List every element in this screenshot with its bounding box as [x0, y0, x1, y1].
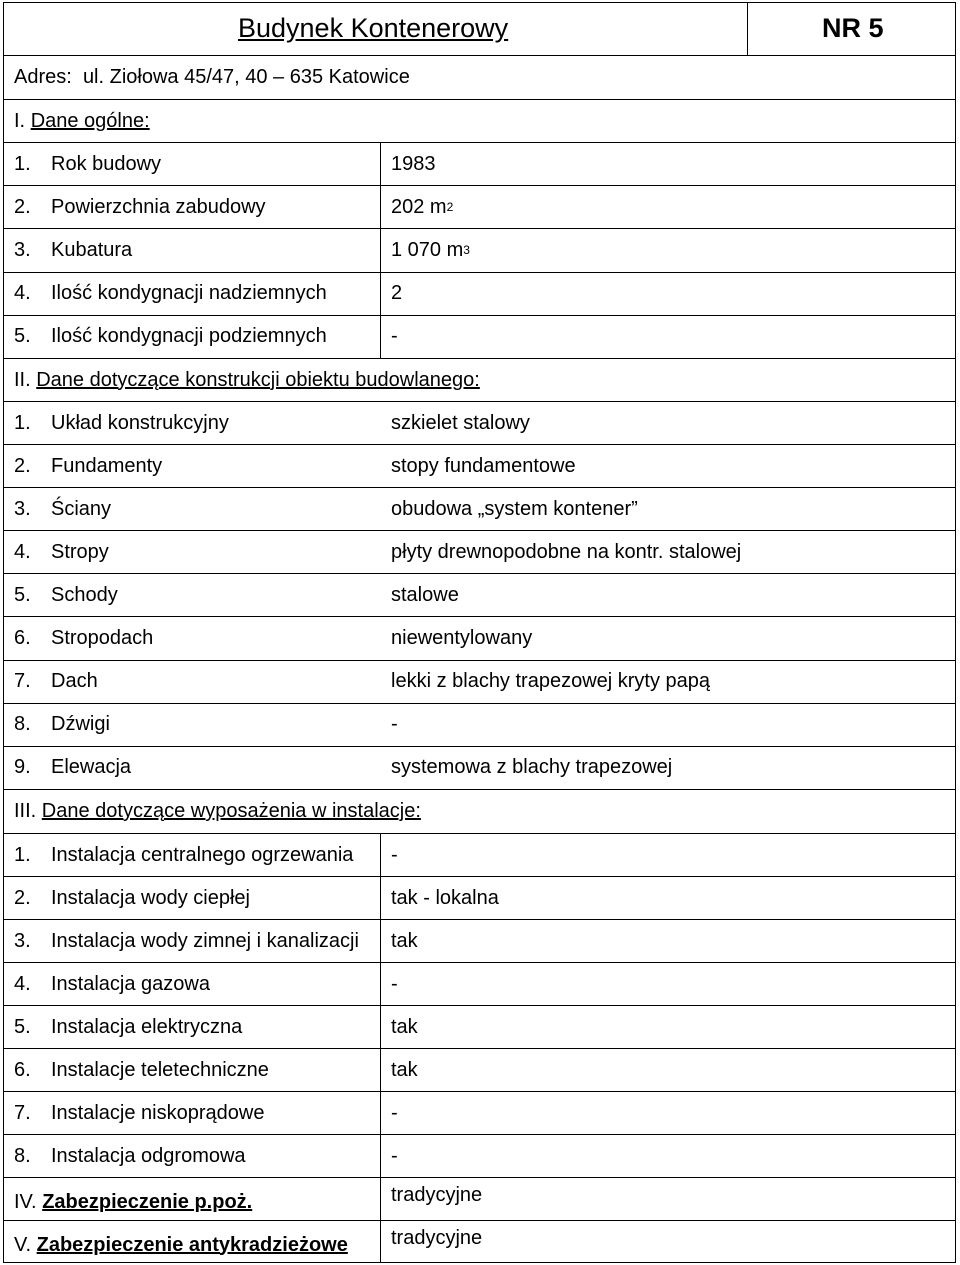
section-4-title: Zabezpieczenie p.poż. [42, 1191, 253, 1213]
table-row [4, 445, 955, 488]
table-row [4, 1049, 955, 1092]
table-row [4, 273, 955, 316]
section-4-roman: IV. [14, 1191, 37, 1213]
item-number: 6. [14, 627, 31, 650]
column-divider [380, 834, 381, 876]
item-value-text: stalowe [391, 583, 459, 606]
column-divider [380, 1092, 381, 1134]
column-divider [380, 229, 381, 271]
header-row [4, 3, 955, 56]
item-label: Instalacja odgromowa [51, 1144, 246, 1167]
section-3-header [4, 790, 955, 834]
section-1-roman: I. [14, 109, 26, 132]
table-row [4, 229, 955, 272]
item-number: 3. [14, 497, 31, 520]
item-value-text: - [391, 972, 398, 995]
item-label: Fundamenty [51, 454, 163, 477]
section-4-value: tradycyjne [391, 1184, 483, 1206]
item-number: 1. [14, 843, 31, 866]
column-divider [380, 316, 381, 358]
table-row [4, 402, 955, 445]
section-1-header [4, 100, 955, 143]
table-row [4, 834, 955, 877]
section-4-divider [380, 1178, 381, 1220]
column-divider [380, 1049, 381, 1091]
item-value-text: 2 [391, 282, 403, 305]
table-row [4, 963, 955, 1006]
item-value [391, 704, 398, 746]
item-number: 8. [14, 713, 31, 736]
item-value-text: systemowa z blachy trapezowej [391, 756, 673, 779]
item-label: Ściany [51, 497, 112, 520]
table-row [4, 618, 955, 661]
item-value-text: tak [391, 1058, 418, 1081]
table-row [4, 1092, 955, 1135]
item-value [391, 531, 741, 573]
section-1-title: Dane ogólne: [30, 109, 150, 132]
item-number: 4. [14, 540, 31, 563]
item-number: 8. [14, 1144, 31, 1167]
item-label: Ilość kondygnacji nadziemnych [51, 282, 327, 305]
section-2-heading [14, 359, 480, 401]
item-value-text: tak [391, 929, 418, 952]
section-3-title: Dane dotyczące wyposażenia w instalacje: [41, 800, 421, 822]
item-label: Kubatura [51, 238, 133, 261]
item-label: Dach [51, 670, 98, 693]
item-label: Instalacje teletechniczne [51, 1058, 269, 1081]
table-row [4, 877, 955, 920]
item-value [391, 316, 398, 358]
section-2-roman: II. [14, 368, 31, 391]
column-divider [380, 273, 381, 315]
item-label: Układ konstrukcyjny [51, 411, 229, 434]
table-row [4, 747, 955, 790]
item-value-text: lekki z blachy trapezowej kryty papą [391, 670, 711, 693]
table-row [4, 488, 955, 531]
item-number: 2. [14, 454, 31, 477]
item-number: 4. [14, 972, 31, 995]
item-value [391, 574, 459, 616]
item-label: Instalacje niskoprądowe [51, 1101, 265, 1124]
item-number: 3. [14, 929, 31, 952]
item-label: Instalacja elektryczna [51, 1015, 243, 1038]
section-3-roman: III. [14, 800, 37, 822]
item-label: Elewacja [51, 756, 132, 779]
column-divider [380, 920, 381, 962]
item-value [391, 963, 398, 1005]
item-value [391, 402, 530, 444]
item-value-text: - [391, 1101, 398, 1124]
item-value-text: - [391, 713, 398, 736]
item-label: Instalacja wody zimnej i kanalizacji [51, 929, 359, 952]
item-value-text: 1 070 m [391, 238, 464, 261]
item-number: 4. [14, 282, 31, 305]
item-value-text: tak - lokalna [391, 886, 499, 909]
column-divider [380, 1135, 381, 1177]
item-number: 2. [14, 886, 31, 909]
item-value [391, 488, 638, 530]
item-value [391, 877, 499, 919]
item-value [391, 1092, 398, 1134]
table-row [4, 531, 955, 574]
item-value [391, 445, 576, 487]
item-value-unit-exponent: 3 [463, 243, 470, 258]
section-5-title: Zabezpieczenie antykradzieżowe [36, 1233, 348, 1256]
item-value [391, 920, 418, 962]
header-divider [747, 3, 748, 55]
section-4-heading [14, 1185, 252, 1220]
item-value [391, 618, 532, 660]
item-value-text: obudowa „system kontener” [391, 497, 638, 520]
table-row [4, 143, 955, 186]
item-value [391, 661, 710, 703]
property-sheet [3, 2, 956, 1263]
column-divider [380, 1006, 381, 1048]
table-row [4, 316, 955, 359]
table-row [4, 704, 955, 747]
item-number: 1. [14, 411, 31, 434]
building-number: NR 5 [822, 13, 884, 43]
item-value [391, 229, 470, 271]
item-value [391, 1049, 418, 1091]
address-line [14, 56, 410, 99]
table-row [4, 186, 955, 229]
item-label: Stropy [51, 540, 109, 563]
item-number: 9. [14, 756, 31, 779]
item-number: 7. [14, 1101, 31, 1124]
document-title: Budynek Kontenerowy [238, 13, 509, 43]
section-5-row [4, 1221, 955, 1262]
item-label: Dźwigi [51, 713, 110, 736]
item-value [391, 273, 402, 315]
item-value-text: 1983 [391, 152, 436, 175]
section-5-value: tradycyjne [391, 1226, 483, 1249]
item-number: 5. [14, 583, 31, 606]
item-value [391, 143, 436, 185]
item-number: 2. [14, 195, 31, 218]
item-value [391, 1006, 418, 1048]
item-value [391, 186, 453, 228]
item-number: 3. [14, 238, 31, 261]
address-label: Adres: [14, 66, 72, 88]
section-2-header [4, 359, 955, 402]
item-value-text: 202 m [391, 195, 447, 218]
section-5-roman: V. [14, 1233, 32, 1256]
section-5-heading [14, 1228, 348, 1262]
column-divider [380, 877, 381, 919]
section-1-heading [14, 100, 150, 142]
item-number: 7. [14, 670, 31, 693]
table-row [4, 920, 955, 963]
address-value: ul. Ziołowa 45/47, 40 – 635 Katowice [82, 66, 410, 88]
item-value-text: - [391, 843, 398, 866]
column-divider [380, 143, 381, 185]
section-5-divider [380, 1221, 381, 1262]
item-label: Instalacja wody ciepłej [51, 886, 250, 909]
item-label: Rok budowy [51, 152, 162, 175]
item-label: Ilość kondygnacji podziemnych [51, 325, 327, 348]
section-3-heading [14, 790, 421, 833]
item-value-text: niewentylowany [391, 627, 533, 650]
item-value-text: płyty drewnopodobne na kontr. stalowej [391, 540, 742, 563]
item-number: 5. [14, 1015, 31, 1038]
item-number: 6. [14, 1058, 31, 1081]
table-row [4, 661, 955, 704]
item-value-unit-exponent: 2 [446, 200, 454, 215]
item-value [391, 834, 398, 876]
item-value-text: tak [391, 1015, 418, 1038]
column-divider [380, 963, 381, 1005]
item-label: Instalacja centralnego ogrzewania [51, 843, 354, 866]
table-row [4, 1006, 955, 1049]
address-row [4, 56, 955, 100]
table-row [4, 574, 955, 617]
item-number: 5. [14, 325, 31, 348]
item-value-text: - [391, 1144, 398, 1167]
item-value-text: - [391, 325, 398, 348]
item-value [391, 747, 672, 789]
item-value-text: szkielet stalowy [391, 411, 530, 434]
section-2-title: Dane dotyczące konstrukcji obiektu budowlanego: [36, 368, 480, 391]
item-number: 1. [14, 152, 31, 175]
item-label: Instalacja gazowa [51, 972, 210, 995]
item-label: Powierzchnia zabudowy [51, 195, 266, 218]
column-divider [380, 186, 381, 228]
item-label: Schody [51, 583, 118, 606]
item-label: Stropodach [51, 627, 154, 650]
item-value-text: stopy fundamentowe [391, 454, 576, 477]
